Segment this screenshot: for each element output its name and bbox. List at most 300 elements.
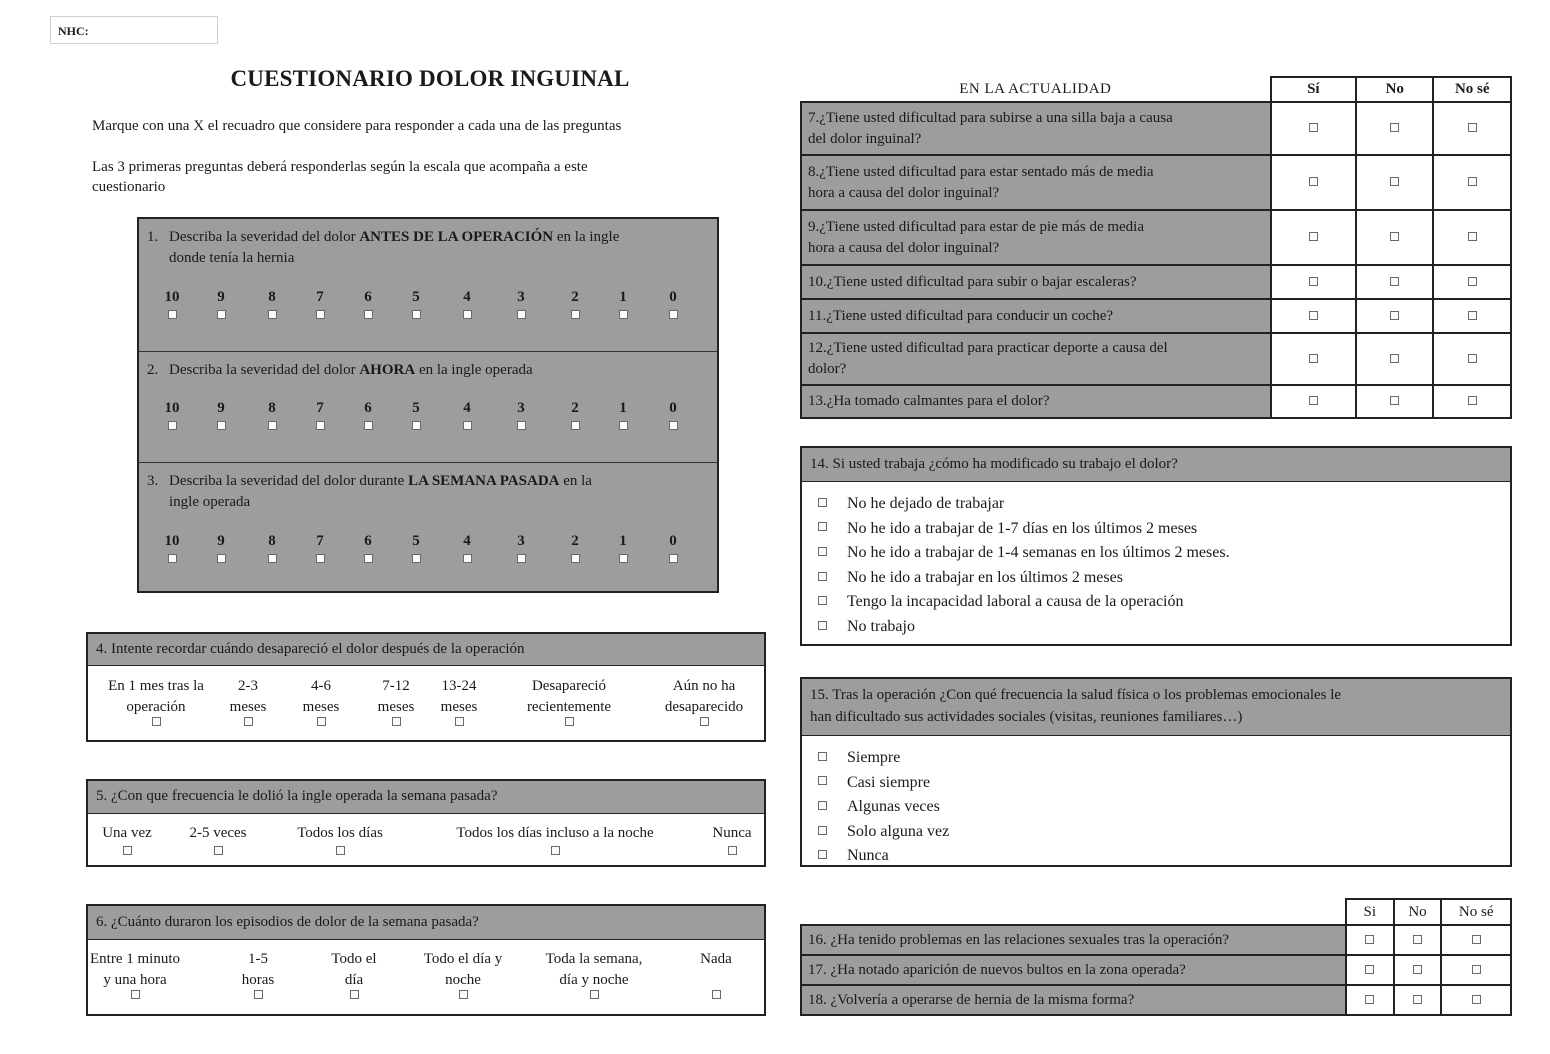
scale-checkbox[interactable] bbox=[619, 310, 628, 319]
scale-option bbox=[257, 400, 287, 435]
q5-option-label: 2-5 veces bbox=[189, 825, 247, 841]
scale-checkbox[interactable] bbox=[619, 421, 628, 430]
answer-cell bbox=[1356, 265, 1433, 299]
q2-post: en la ingle operada bbox=[415, 362, 533, 378]
q6-checkbox[interactable] bbox=[350, 990, 359, 999]
scale-option bbox=[452, 289, 482, 324]
answer-cell bbox=[1433, 299, 1511, 333]
scale-option bbox=[257, 533, 287, 568]
q4-option-line2: meses bbox=[440, 699, 478, 715]
q6-option-line2: día bbox=[344, 972, 364, 988]
answer-cell bbox=[1433, 333, 1511, 385]
question-text bbox=[801, 155, 1271, 210]
answer-cell bbox=[1271, 210, 1356, 265]
question-text bbox=[801, 210, 1271, 265]
scale-checkbox[interactable] bbox=[669, 421, 678, 430]
q15-option-label: Solo alguna vez bbox=[847, 822, 950, 840]
scale-checkbox[interactable] bbox=[412, 554, 421, 563]
q6-option-line2: horas bbox=[241, 972, 275, 988]
question-row bbox=[801, 925, 1511, 955]
instruction-line-2b: cuestionario bbox=[92, 179, 166, 195]
scale-checkbox[interactable] bbox=[463, 310, 472, 319]
scale-value: 10 bbox=[164, 289, 180, 305]
question-line1: 10.¿Tiene usted dificultad para subir o bajar escaleras? bbox=[808, 273, 1137, 290]
scale-checkbox[interactable] bbox=[168, 554, 177, 563]
scale-checkbox[interactable] bbox=[316, 310, 325, 319]
q4-option-line2: meses bbox=[229, 699, 267, 715]
scale-value: 3 bbox=[517, 533, 525, 549]
answer-cell bbox=[1394, 985, 1442, 1015]
q4-option bbox=[366, 676, 426, 726]
scale-option bbox=[305, 533, 335, 568]
actualidad-label: EN LA ACTUALIDAD bbox=[801, 77, 1271, 102]
q14-option-checkbox[interactable] bbox=[818, 621, 827, 630]
actualidad-table bbox=[800, 76, 1512, 419]
column-header: No sé bbox=[1433, 77, 1511, 102]
scale-value: 8 bbox=[268, 400, 276, 416]
q4-checkbox[interactable] bbox=[152, 717, 161, 726]
q4-option bbox=[218, 676, 278, 726]
scale-option bbox=[608, 400, 638, 435]
scale-checkbox[interactable] bbox=[268, 310, 277, 319]
answer-checkbox[interactable] bbox=[1309, 311, 1318, 320]
scale-checkbox[interactable] bbox=[571, 310, 580, 319]
answer-checkbox[interactable] bbox=[1468, 123, 1477, 132]
answer-cell bbox=[1271, 155, 1356, 210]
q5-option-label: Todos los días bbox=[297, 825, 383, 841]
q14-option-checkbox[interactable] bbox=[818, 572, 827, 581]
column-header: No bbox=[1394, 899, 1442, 925]
question-line2: dolor? bbox=[808, 361, 847, 377]
question-line1: 11.¿Tiene usted dificultad para conducir un coche? bbox=[808, 307, 1114, 324]
question-text: 17. ¿Ha notado aparición de nuevos bultos en la zona operada? bbox=[801, 955, 1346, 985]
scale-option bbox=[353, 533, 383, 568]
column-header: No bbox=[1356, 77, 1433, 102]
answer-cell bbox=[1356, 102, 1433, 155]
q15-option-checkbox[interactable] bbox=[818, 801, 827, 810]
question-15-line1: 15. Tras la operación ¿Con qué frecuencia la salud física o los problemas emocionales le bbox=[810, 687, 1342, 703]
question-3 bbox=[139, 462, 717, 591]
question-row bbox=[801, 385, 1511, 418]
scale-checkbox[interactable] bbox=[571, 421, 580, 430]
answer-checkbox[interactable] bbox=[1309, 123, 1318, 132]
q15-option-label: Casi siempre bbox=[847, 773, 931, 791]
q6-option-line1: Nada bbox=[700, 951, 732, 967]
scale-value: 1 bbox=[619, 400, 627, 416]
question-15 bbox=[800, 677, 1512, 867]
scale-option bbox=[353, 400, 383, 435]
q4-option bbox=[429, 676, 489, 726]
scale-checkbox[interactable] bbox=[364, 310, 373, 319]
scale-option bbox=[506, 400, 536, 435]
scale-value: 6 bbox=[364, 533, 372, 549]
q6-option bbox=[75, 949, 195, 999]
scale-checkbox[interactable] bbox=[412, 310, 421, 319]
scale-value: 5 bbox=[412, 533, 420, 549]
q14-option bbox=[818, 566, 1230, 591]
scale-option bbox=[157, 289, 187, 324]
answer-cell bbox=[1346, 925, 1394, 955]
q6-option-line2: y una hora bbox=[103, 972, 167, 988]
scale-value: 7 bbox=[316, 400, 324, 416]
scale-option bbox=[257, 289, 287, 324]
scale-option bbox=[608, 533, 638, 568]
q4-checkbox[interactable] bbox=[244, 717, 253, 726]
q15-option-checkbox[interactable] bbox=[818, 752, 827, 761]
scale-option bbox=[401, 400, 431, 435]
q15-option bbox=[818, 795, 949, 820]
scale-option bbox=[506, 533, 536, 568]
q4-option-line2: operación bbox=[126, 699, 186, 715]
scale-value: 5 bbox=[412, 400, 420, 416]
question-4-text: 4. Intente recordar cuándo desapareció el dolor después de la operación bbox=[88, 634, 764, 666]
scale-value: 2 bbox=[571, 533, 579, 549]
question-6-text: 6. ¿Cuánto duraron los episodios de dolor de la semana pasada? bbox=[88, 906, 764, 940]
q1-post: en la ingle bbox=[553, 229, 620, 245]
scale-checkbox[interactable] bbox=[316, 554, 325, 563]
q14-option-checkbox[interactable] bbox=[818, 498, 827, 507]
answer-checkbox[interactable] bbox=[1468, 354, 1477, 363]
scale-checkbox[interactable] bbox=[463, 421, 472, 430]
q5-checkbox[interactable] bbox=[728, 846, 737, 855]
scale-option bbox=[206, 533, 236, 568]
q15-option-checkbox[interactable] bbox=[818, 776, 827, 785]
q6-checkbox[interactable] bbox=[712, 990, 721, 999]
scale-option bbox=[560, 400, 590, 435]
question-15-options bbox=[818, 746, 949, 869]
q6-option-line2 bbox=[686, 970, 746, 991]
question-1 bbox=[139, 219, 717, 351]
q4-option-line1: Desapareció bbox=[531, 678, 607, 694]
blank-header bbox=[801, 899, 1346, 925]
column-header: Sí bbox=[1271, 77, 1356, 102]
question-row bbox=[801, 299, 1511, 333]
q3-line2: ingle operada bbox=[169, 494, 251, 510]
scale-option bbox=[157, 400, 187, 435]
q6-option bbox=[228, 949, 288, 999]
scale-value: 4 bbox=[463, 289, 471, 305]
q6-option bbox=[319, 949, 389, 999]
answer-cell bbox=[1433, 265, 1511, 299]
answer-checkbox[interactable] bbox=[1365, 935, 1374, 944]
scale-value: 7 bbox=[316, 533, 324, 549]
scale-checkbox[interactable] bbox=[268, 421, 277, 430]
answer-checkbox[interactable] bbox=[1390, 311, 1399, 320]
answer-checkbox[interactable] bbox=[1309, 232, 1318, 241]
question-text bbox=[801, 333, 1271, 385]
instruction-line-2a: Las 3 primeras preguntas deberá responderlas según la escala que acompaña a este bbox=[92, 159, 588, 175]
scale-option bbox=[658, 533, 688, 568]
answer-checkbox[interactable] bbox=[1390, 354, 1399, 363]
scale-value: 8 bbox=[268, 289, 276, 305]
scale-option bbox=[506, 289, 536, 324]
answer-checkbox[interactable] bbox=[1468, 232, 1477, 241]
scale-checkbox[interactable] bbox=[168, 421, 177, 430]
q4-option-line1: 13-24 bbox=[441, 678, 477, 694]
question-2-text bbox=[147, 360, 707, 381]
scale-checkbox[interactable] bbox=[619, 554, 628, 563]
question-row bbox=[801, 155, 1511, 210]
q5-option bbox=[702, 823, 762, 855]
scale-checkbox[interactable] bbox=[571, 554, 580, 563]
answer-checkbox[interactable] bbox=[1390, 123, 1399, 132]
q15-option bbox=[818, 820, 949, 845]
question-line2: hora a causa del dolor inguinal? bbox=[808, 239, 1000, 256]
q15-option-checkbox[interactable] bbox=[818, 850, 827, 859]
scale-option bbox=[157, 533, 187, 568]
answer-checkbox[interactable] bbox=[1468, 311, 1477, 320]
scale-value: 9 bbox=[217, 400, 225, 416]
answer-checkbox[interactable] bbox=[1390, 396, 1399, 405]
scale-value: 3 bbox=[517, 400, 525, 416]
answer-checkbox[interactable] bbox=[1309, 277, 1318, 286]
question-1-text bbox=[147, 227, 707, 269]
q3-pre: Describa la severidad del dolor durante bbox=[169, 473, 409, 489]
question-text bbox=[801, 299, 1271, 333]
q5-option bbox=[92, 823, 162, 855]
answer-cell bbox=[1441, 925, 1511, 955]
q15-option bbox=[818, 746, 949, 771]
q6-checkbox[interactable] bbox=[131, 990, 140, 999]
q14-option-label: Tengo la incapacidad laboral a causa de la operación bbox=[847, 593, 1184, 611]
q5-checkbox[interactable] bbox=[214, 846, 223, 855]
answer-checkbox[interactable] bbox=[1468, 396, 1477, 405]
scale-option bbox=[560, 289, 590, 324]
question-5 bbox=[86, 779, 766, 867]
scale-checkbox[interactable] bbox=[364, 554, 373, 563]
q4-option-line2: recientemente bbox=[526, 699, 612, 715]
q6-option-line1: Entre 1 minuto bbox=[90, 951, 180, 967]
q14-option-checkbox[interactable] bbox=[818, 547, 827, 556]
scale-checkbox[interactable] bbox=[517, 310, 526, 319]
question-14 bbox=[800, 446, 1512, 646]
scale-checkbox[interactable] bbox=[168, 310, 177, 319]
q1-bold: ANTES DE LA OPERACIÓN bbox=[359, 229, 554, 245]
scale-checkbox[interactable] bbox=[268, 554, 277, 563]
scale-option bbox=[353, 289, 383, 324]
q14-option bbox=[818, 517, 1230, 542]
scale-option bbox=[206, 400, 236, 435]
scale-checkbox[interactable] bbox=[463, 554, 472, 563]
answer-cell bbox=[1433, 155, 1511, 210]
q5-option-label: Una vez bbox=[102, 825, 152, 841]
final-table bbox=[800, 898, 1512, 1016]
scale-checkbox[interactable] bbox=[316, 421, 325, 430]
column-header: No sé bbox=[1441, 899, 1511, 925]
scale-checkbox[interactable] bbox=[412, 421, 421, 430]
q3-post: en la bbox=[559, 473, 592, 489]
q4-checkbox[interactable] bbox=[455, 717, 464, 726]
question-line2: del dolor inguinal? bbox=[808, 130, 922, 147]
q1-line2: donde tenía la hernia bbox=[169, 250, 295, 266]
q4-checkbox[interactable] bbox=[392, 717, 401, 726]
answer-checkbox[interactable] bbox=[1390, 232, 1399, 241]
q4-option-line1: 4-6 bbox=[311, 678, 331, 694]
answer-checkbox[interactable] bbox=[1365, 995, 1374, 1004]
q4-option bbox=[509, 676, 629, 726]
scale-value: 10 bbox=[164, 533, 180, 549]
scale-value: 1 bbox=[619, 289, 627, 305]
question-14-text: 14. Si usted trabaja ¿cómo ha modificado su trabajo el dolor? bbox=[802, 448, 1510, 482]
q6-checkbox[interactable] bbox=[459, 990, 468, 999]
answer-checkbox[interactable] bbox=[1365, 965, 1374, 974]
q4-checkbox[interactable] bbox=[317, 717, 326, 726]
question-15-text bbox=[802, 679, 1510, 736]
q14-option-checkbox[interactable] bbox=[818, 596, 827, 605]
instruction-line-1: Marque con una X el recuadro que considere para responder a cada una de las preguntas bbox=[92, 118, 622, 134]
question-row bbox=[801, 955, 1511, 985]
q6-option-line1: Todo el día y bbox=[423, 951, 503, 967]
scale-value: 8 bbox=[268, 533, 276, 549]
q5-option-label: Todos los días incluso a la noche bbox=[456, 825, 654, 841]
scale-value: 6 bbox=[364, 289, 372, 305]
q5-checkbox[interactable] bbox=[123, 846, 132, 855]
q14-option-label: No he ido a trabajar de 1-4 semanas en los últimos 2 meses. bbox=[847, 544, 1230, 562]
q4-option-line2: desaparecido bbox=[664, 699, 744, 715]
answer-checkbox[interactable] bbox=[1413, 965, 1422, 974]
question-line1: 7.¿Tiene usted dificultad para subirse a una silla baja a causa bbox=[808, 109, 1173, 126]
answer-checkbox[interactable] bbox=[1472, 995, 1481, 1004]
scale-value: 0 bbox=[669, 289, 677, 305]
scale-value: 4 bbox=[463, 400, 471, 416]
scale-option bbox=[452, 400, 482, 435]
answer-checkbox[interactable] bbox=[1472, 935, 1481, 944]
q4-checkbox[interactable] bbox=[700, 717, 709, 726]
answer-checkbox[interactable] bbox=[1309, 354, 1318, 363]
q4-option-line1: Aún no ha bbox=[672, 678, 736, 694]
answer-checkbox[interactable] bbox=[1390, 277, 1399, 286]
q15-option bbox=[818, 771, 949, 796]
question-line1: 8.¿Tiene usted dificultad para estar sentado más de media bbox=[808, 163, 1154, 180]
q14-option bbox=[818, 492, 1230, 517]
scale-checkbox[interactable] bbox=[669, 554, 678, 563]
instruction-line-2 bbox=[92, 157, 588, 197]
question-14-options bbox=[818, 492, 1230, 640]
q14-option bbox=[818, 590, 1230, 615]
question-4 bbox=[86, 632, 766, 742]
scale-option bbox=[452, 533, 482, 568]
q6-option-line2: día y noche bbox=[559, 972, 629, 988]
question-2 bbox=[139, 351, 717, 462]
q15-option-checkbox[interactable] bbox=[818, 826, 827, 835]
scale-option bbox=[305, 400, 335, 435]
scale-option bbox=[658, 400, 688, 435]
scale-checkbox[interactable] bbox=[517, 554, 526, 563]
question-row bbox=[801, 985, 1511, 1015]
answer-checkbox[interactable] bbox=[1413, 935, 1422, 944]
scale-checkbox[interactable] bbox=[217, 421, 226, 430]
question-line2: hora a causa del dolor inguinal? bbox=[808, 184, 1000, 201]
question-text bbox=[801, 385, 1271, 418]
q6-option-line2: noche bbox=[445, 972, 481, 988]
scale-value: 1 bbox=[619, 533, 627, 549]
q14-option-label: No he ido a trabajar en los últimos 2 meses bbox=[847, 568, 1123, 586]
answer-cell bbox=[1271, 299, 1356, 333]
q15-option-label: Nunca bbox=[847, 847, 889, 865]
answer-cell bbox=[1346, 955, 1394, 985]
answer-cell bbox=[1271, 102, 1356, 155]
q5-option bbox=[178, 823, 258, 855]
q4-option-line1: 7-12 bbox=[382, 678, 410, 694]
q4-option-line1: En 1 mes tras la bbox=[108, 678, 204, 694]
answer-cell bbox=[1346, 985, 1394, 1015]
scale-value: 0 bbox=[669, 533, 677, 549]
q3-bold: LA SEMANA PASADA bbox=[408, 473, 560, 489]
q14-option bbox=[818, 541, 1230, 566]
answer-cell bbox=[1441, 985, 1511, 1015]
q14-option bbox=[818, 615, 1230, 640]
q5-option bbox=[280, 823, 400, 855]
question-text: 18. ¿Volvería a operarse de hernia de la misma forma? bbox=[801, 985, 1346, 1015]
answer-checkbox[interactable] bbox=[1468, 277, 1477, 286]
answer-checkbox[interactable] bbox=[1309, 177, 1318, 186]
nhc-field[interactable]: NHC: bbox=[50, 16, 218, 44]
answer-cell bbox=[1433, 385, 1511, 418]
scale-checkbox[interactable] bbox=[217, 554, 226, 563]
q5-checkbox[interactable] bbox=[336, 846, 345, 855]
answer-checkbox[interactable] bbox=[1472, 965, 1481, 974]
q5-checkbox[interactable] bbox=[551, 846, 560, 855]
q4-option-line1: 2-3 bbox=[238, 678, 258, 694]
q15-option-label: Algunas veces bbox=[847, 798, 940, 816]
q6-option bbox=[529, 949, 659, 999]
question-text: 16. ¿Ha tenido problemas en las relaciones sexuales tras la operación? bbox=[801, 925, 1346, 955]
q4-option bbox=[91, 676, 221, 726]
q14-option-checkbox[interactable] bbox=[818, 522, 827, 531]
scale-value: 0 bbox=[669, 400, 677, 416]
scale-option bbox=[305, 289, 335, 324]
scale-value: 6 bbox=[364, 400, 372, 416]
scale-checkbox[interactable] bbox=[364, 421, 373, 430]
question-row bbox=[801, 210, 1511, 265]
answer-checkbox[interactable] bbox=[1309, 396, 1318, 405]
answer-checkbox[interactable] bbox=[1390, 177, 1399, 186]
q6-option bbox=[408, 949, 518, 999]
page-title: CUESTIONARIO DOLOR INGUINAL bbox=[230, 66, 630, 91]
scale-value: 10 bbox=[164, 400, 180, 416]
scale-value: 5 bbox=[412, 289, 420, 305]
scale-value: 4 bbox=[463, 533, 471, 549]
answer-cell bbox=[1394, 955, 1442, 985]
q4-checkbox[interactable] bbox=[565, 717, 574, 726]
question-text bbox=[801, 102, 1271, 155]
scale-option bbox=[401, 289, 431, 324]
answer-cell bbox=[1271, 385, 1356, 418]
answer-cell bbox=[1271, 265, 1356, 299]
answer-checkbox[interactable] bbox=[1468, 177, 1477, 186]
scale-checkbox[interactable] bbox=[517, 421, 526, 430]
answer-checkbox[interactable] bbox=[1413, 995, 1422, 1004]
q14-option-label: No trabajo bbox=[847, 617, 915, 635]
q6-checkbox[interactable] bbox=[590, 990, 599, 999]
q14-option-label: No he dejado de trabajar bbox=[847, 495, 1005, 512]
question-15-line2: han dificultado sus actividades sociales (visitas, reuniones familiares…) bbox=[810, 709, 1243, 725]
q5-option bbox=[430, 823, 680, 855]
scale-checkbox[interactable] bbox=[217, 310, 226, 319]
question-text bbox=[801, 265, 1271, 299]
q6-option-line1: Toda la semana, bbox=[545, 951, 643, 967]
answer-cell bbox=[1433, 102, 1511, 155]
scale-value: 2 bbox=[571, 289, 579, 305]
q6-checkbox[interactable] bbox=[254, 990, 263, 999]
question-line1: 12.¿Tiene usted dificultad para practicar deporte a causa del bbox=[808, 340, 1168, 356]
answer-cell bbox=[1356, 210, 1433, 265]
column-header: Si bbox=[1346, 899, 1394, 925]
scale-questions-box bbox=[137, 217, 719, 593]
answer-cell bbox=[1356, 155, 1433, 210]
answer-cell bbox=[1356, 333, 1433, 385]
scale-checkbox[interactable] bbox=[669, 310, 678, 319]
